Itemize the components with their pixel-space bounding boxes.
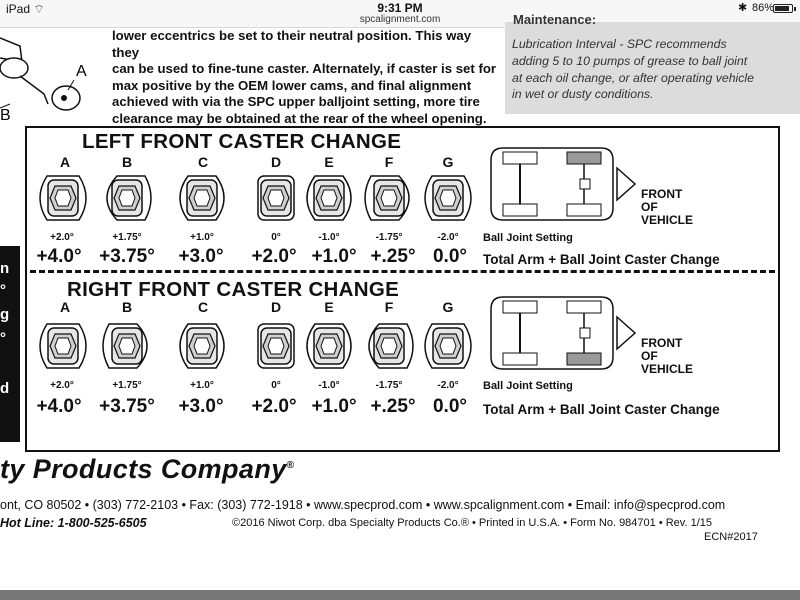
footer-ecn: ECN#2017 — [704, 531, 758, 543]
ball-joint-setting: -1.75° — [375, 232, 403, 243]
eccentric-e — [307, 176, 351, 220]
panel-fragment: ° — [0, 282, 6, 299]
intro-line: lower eccentrics be set to their neutral position. This way they — [112, 28, 472, 60]
eccentric-g — [425, 324, 471, 368]
total-caster-change-label: Total Arm + Ball Joint Caster Change — [483, 252, 720, 267]
ball-joint-setting: +1.0° — [190, 232, 214, 243]
footer-copyright: ©2016 Niwot Corp. dba Specialty Products Co.® • Printed in U.S.A. • Form No. 984701 • Rev. 1/15 — [232, 517, 713, 529]
total-caster-change-label: Total Arm + Ball Joint Caster Change — [483, 402, 720, 417]
ball-joint-setting: 0° — [271, 232, 281, 243]
right-eccentric-row — [27, 318, 497, 376]
ball-joint-setting: +2.0° — [50, 380, 74, 391]
front-label-line: FRONT — [641, 187, 683, 201]
ball-joint-setting: 0° — [271, 380, 281, 391]
bottom-toolbar-edge — [0, 590, 800, 600]
right-section-title: RIGHT FRONT CASTER CHANGE — [67, 278, 400, 301]
ball-joint-setting: +1.0° — [190, 380, 214, 391]
intro-line: can be used to fine-tune caster. Alternately, if caster is set for — [112, 61, 497, 76]
document-page[interactable] — [0, 12, 800, 600]
caster-change-value: +3.75° — [99, 396, 155, 417]
maintenance-box — [505, 12, 800, 114]
left-front-of-vehicle — [641, 188, 693, 227]
left-eccentric-row — [27, 170, 497, 228]
caster-change-value: 0.0° — [432, 396, 467, 417]
ball-joint-setting: +2.0° — [50, 232, 74, 243]
position-letter: F — [384, 154, 394, 170]
intro-line: clearance may be obtained at the rear of the wheel opening. — [112, 110, 487, 126]
section-divider — [30, 270, 775, 273]
battery-percent: 86% — [752, 2, 775, 14]
position-letter: G — [442, 154, 454, 170]
caster-change-value: +3.75° — [99, 246, 155, 267]
front-label-line: VEHICLE — [641, 362, 694, 376]
caster-change-value: +4.0° — [36, 246, 82, 267]
caster-change-value: +4.0° — [36, 396, 82, 417]
left-section-title: LEFT FRONT CASTER CHANGE — [82, 130, 402, 153]
ball-joint-setting-label: Ball Joint Setting — [483, 232, 573, 244]
eccentric-f — [365, 176, 409, 220]
right-front-of-vehicle — [641, 337, 693, 376]
diagram-label-b: B — [0, 107, 11, 124]
ball-joint-setting: -1.0° — [318, 232, 340, 243]
caster-change-chart — [25, 126, 780, 452]
position-letter: E — [324, 154, 334, 170]
caster-change-value: +1.0° — [311, 396, 357, 417]
intro-paragraph — [112, 28, 500, 127]
position-letter: A — [59, 154, 71, 170]
front-label-line: VEHICLE — [641, 213, 694, 227]
company-name — [0, 454, 294, 485]
maintenance-line: adding 5 to 10 pumps of grease to ball joint — [512, 53, 748, 68]
position-letter: B — [121, 299, 133, 315]
eccentric-g — [425, 176, 471, 220]
position-letter: D — [270, 299, 282, 315]
maintenance-line: at each oil change, or after operating vehicle — [512, 70, 754, 85]
company-name-text: ty Products Company — [0, 454, 287, 484]
ball-joint-setting: -2.0° — [437, 380, 459, 391]
eccentric-b — [103, 324, 147, 368]
footer-address: ont, CO 80502 • (303) 772-2103 • Fax: (303) 772-1918 • www.specprod.com • www.spcalignment.com • Email: info@specprod.com — [0, 498, 726, 512]
eccentric-b — [107, 176, 151, 220]
ball-joint-setting: -1.75° — [375, 380, 403, 391]
ball-joint-setting-label: Ball Joint Setting — [483, 380, 573, 392]
eccentric-d — [258, 324, 294, 368]
ball-joint-setting: -2.0° — [437, 232, 459, 243]
maintenance-heading: Maintenance: — [513, 12, 597, 27]
left-vehicle-diagram — [489, 146, 639, 224]
bluetooth-icon: ✱ — [738, 2, 748, 14]
eccentric-e — [307, 324, 351, 368]
right-vehicle-diagram — [489, 295, 639, 373]
caster-change-value: +.25° — [370, 246, 416, 267]
battery-icon — [773, 4, 793, 13]
position-letter: C — [197, 299, 209, 315]
eccentric-a — [40, 324, 86, 368]
caster-change-value: +2.0° — [251, 246, 297, 267]
position-letter: A — [59, 299, 71, 315]
caster-change-value: +2.0° — [251, 396, 297, 417]
front-label-line: FRONT — [641, 336, 683, 350]
status-time: 9:31 PM — [377, 1, 423, 15]
footer-hotline: Hot Line: 1-800-525-6505 — [0, 516, 147, 530]
diagram-label-a: A — [76, 63, 87, 80]
position-letter: B — [121, 154, 133, 170]
intro-line: max positive by the OEM lower cams, and final alignment — [112, 77, 472, 93]
position-letter: G — [442, 299, 454, 315]
eccentric-a — [40, 176, 86, 220]
eccentric-c — [180, 176, 224, 220]
ball-joint-setting: +1.75° — [112, 380, 142, 391]
left-dark-panel — [0, 246, 20, 442]
caster-change-value: +1.0° — [311, 246, 357, 267]
registered-mark: ® — [286, 460, 295, 471]
caster-change-value: +.25° — [370, 396, 416, 417]
eccentric-c — [180, 324, 224, 368]
ball-joint-setting: -1.0° — [318, 380, 340, 391]
carrier-label: iPad ⌔ — [6, 2, 45, 16]
intro-line: achieved with via the SPC upper balljoint setting, more tire — [112, 94, 480, 109]
battery-tip — [794, 7, 796, 11]
maintenance-line: in wet or dusty conditions. — [512, 87, 654, 102]
caster-change-value: 0.0° — [432, 246, 467, 267]
front-label-line: OF — [641, 200, 658, 214]
position-letter: D — [270, 154, 282, 170]
panel-fragment: n — [0, 260, 10, 277]
eccentric-d — [258, 176, 294, 220]
eccentric-diagram — [0, 28, 110, 126]
panel-fragment: ° — [0, 330, 6, 347]
maintenance-line: Lubrication Interval - SPC recommends — [512, 37, 727, 51]
position-letter: F — [384, 299, 394, 315]
panel-fragment: g — [0, 306, 10, 323]
address-bar-url[interactable]: spcalignment.com — [359, 14, 441, 25]
ball-joint-setting: +1.75° — [112, 232, 142, 243]
position-letter: C — [197, 154, 209, 170]
caster-change-value: +3.0° — [178, 396, 224, 417]
front-label-line: OF — [641, 349, 658, 363]
position-letter: E — [324, 299, 334, 315]
panel-fragment: d — [0, 380, 10, 397]
eccentric-f — [369, 324, 413, 368]
caster-change-value: +3.0° — [178, 246, 224, 267]
